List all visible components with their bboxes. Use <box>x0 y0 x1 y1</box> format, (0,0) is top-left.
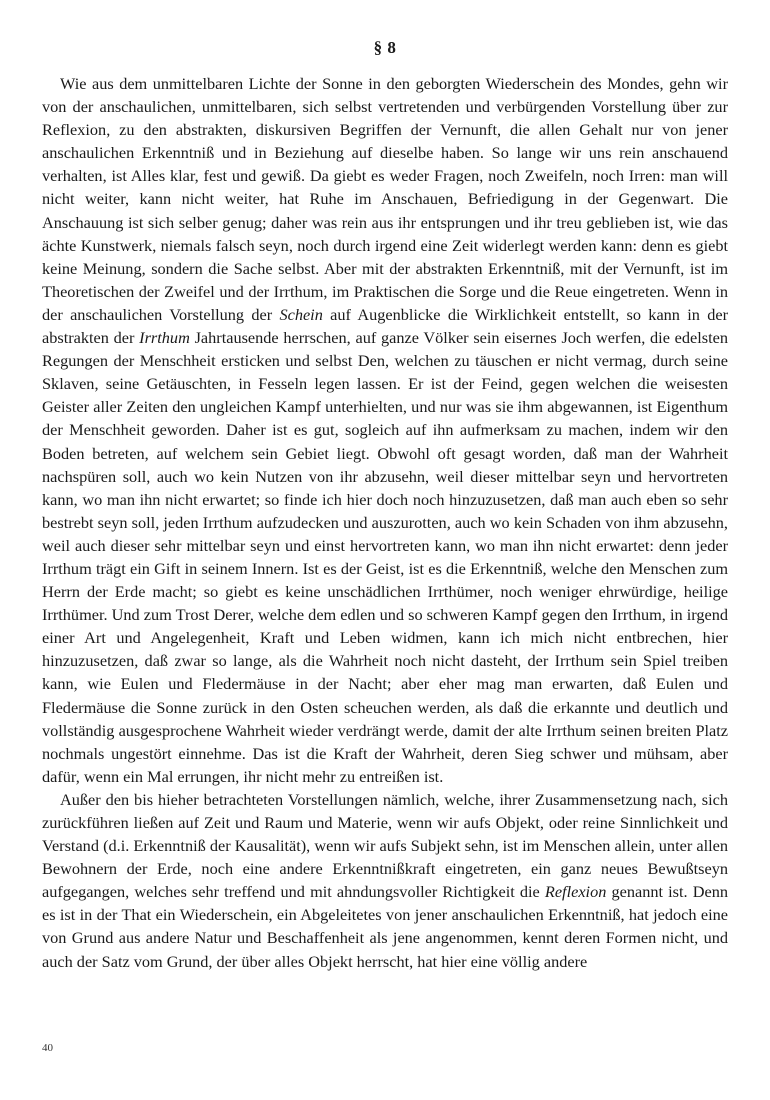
page-content <box>42 38 728 973</box>
text-segment: auf Augenblicke die Wirklichkeit entstellt, so kann in der abstrakten der <box>42 304 728 348</box>
paragraph-2 <box>42 788 728 973</box>
section-heading: § 8 <box>373 38 397 57</box>
page-number: 40 <box>42 1042 53 1054</box>
italic-term-schein: Schein <box>279 304 323 324</box>
italic-term-reflexion: Reflexion <box>544 882 607 902</box>
paragraph-1 <box>42 72 728 788</box>
text-segment: genannt ist. Denn es ist in der That ein Wiederschein, ein Abgeleitetes von jener anschaulichen Erkenntniß, hat jedoch eine von Grund aus andere Natur und Beschaffenheit als jene angenommen, kennt deren Formen nicht, und auch der Satz vom Grund, der über alles Objekt herrscht, hat hier eine völlig andere <box>42 882 728 971</box>
text-segment: Außer den bis hieher betrachteten Vorstellungen nämlich, welche, ihrer Zusammensetzung nach, sich zurückführen ließen auf Zeit und Raum und Materie, wenn wir aufs Objekt, oder reine Sinnlichkeit und Verstand (d.i. Erkenntniß der Kausalität), wenn wir aufs Subjekt sehn, ist im Menschen allein, unter allen Bewohnern der Erde, noch eine andere Erkenntnißkraft eingetreten, ein ganz neues Bewußtseyn aufgegangen, welches sehr treffend und mit ahndungsvoller Richtigkeit die <box>42 789 728 902</box>
italic-term-irrthum: Irrthum <box>139 328 190 348</box>
text-segment: Jahrtausende herrschen, auf ganze Völker sein eisernes Joch werfen, die edelsten Regungen der Menschheit ersticken und selbst Den, welchen zu täuschen er nicht vermag, durch seine Sklaven, seine Getäuschten, in Fesseln legen lassen. Er ist der Feind, gegen welchen die weisesten Geister aller Zeiten den ungleichen Kampf unterhielten, und nur was sie ihm abgewannen, ist Eigenthum der Menschheit geworden. Daher ist es gut, sogleich auf ihn aufmerksam zu machen, indem wir den Boden betreten, auf welchem sein Gebiet liegt. Obwohl oft gesagt worden, daß man der Wahrheit nachspüren soll, auch wo kein Nutzen von ihr abzusehn, weil dieser mittelbar seyn und hervortreten kann, wo man ihn nicht erwartet; so finde ich hier doch noch hinzuzusetzen, daß man auch eben so sehr bestrebt seyn soll, jeden Irrthum aufzudecken und auszurotten, auch wo kein Schaden von ihm abzusehn, weil auch dieser sehr mittelbar seyn und einst hervortreten kann, wo man ihn nicht erwartet: denn jeder Irrthum trägt ein Gift in seinem Innern. Ist es der Geist, ist es die Erkenntniß, welche den Menschen zum Herrn der Erde macht; so giebt es keine unschädlichen Irrthümer, noch weniger ehrwürdige, heilige Irrthümer. Und zum Trost Derer, welche dem edlen und so schweren Kampf gegen den Irrthum, in irgend einer Art und Angelegenheit, Kraft und Leben widmen, kann ich mich nicht entbrechen, hier hinzuzusetzen, daß zwar so lange, als die Wahrheit noch nicht dasteht, der Irrthum sein Spiel treiben kann, wie Eulen und Fledermäuse in der Nacht; aber eher mag man erwarten, daß Eulen und Fledermäuse die Sonne zurück in den Osten scheuchen werden, als daß die erkannte und deutlich und vollständig ausgesprochene Wahrheit wieder verdrängt werde, damit der alte Irrthum seinen breiten Platz nochmals ungestört einnehme. Das ist die Kraft der Wahrheit, deren Sieg schwer und mühsam, aber dafür, wenn ein Mal errungen, ihr nicht mehr zu entreißen ist. <box>42 328 728 786</box>
text-segment: Wie aus dem unmittelbaren Lichte der Sonne in den geborgten Wiederschein des Mondes, gehn wir von der anschaulichen, unmittelbaren, sich selbst vertretenden und verbürgenden Vorstellung über zur Reflexion, zu den abstrakten, diskursiven Begriffen der Vernunft, die allen Gehalt nur von jener anschaulichen Erkenntniß und in Beziehung auf dieselbe haben. So lange wir uns rein anschauend verhalten, ist Alles klar, fest und gewiß. Da giebt es weder Fragen, noch Zweifeln, noch Irren: man will nicht weiter, kann nicht weiter, hat Ruhe im Anschauen, Befriedigung in der Gegenwart. Die Anschauung ist sich selber genug; daher was rein aus ihr entsprungen und ihr treu geblieben ist, wie das ächte Kunstwerk, niemals falsch seyn, noch durch irgend eine Zeit widerlegt werden kann: denn es giebt keine Meinung, sondern die Sache selbst. Aber mit der abstrakten Erkenntniß, mit der Vernunft, ist im Theoretischen der Zweifel und der Irrthum, im Praktischen die Sorge und die Reue eingetreten. Wenn in der anschaulichen Vorstellung der <box>42 74 728 324</box>
